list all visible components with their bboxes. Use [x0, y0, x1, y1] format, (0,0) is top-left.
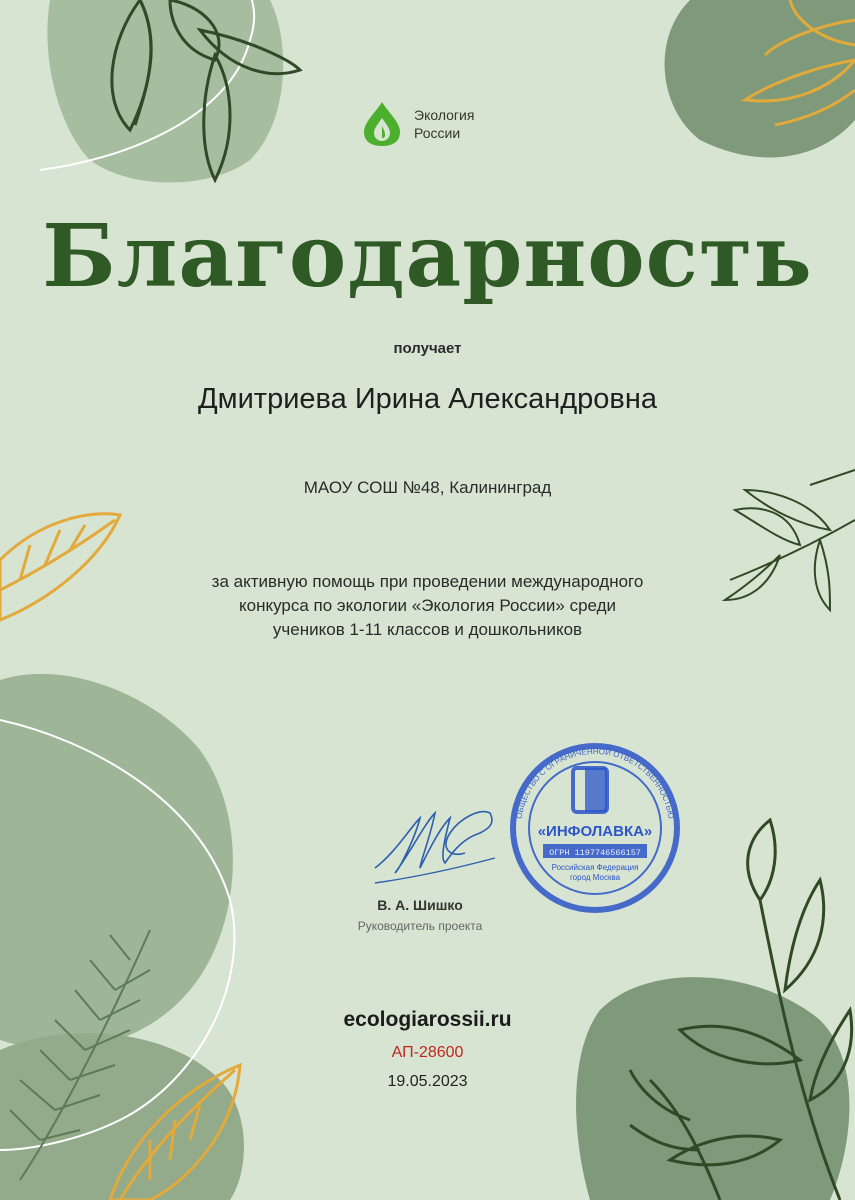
document-code: АП-28600	[391, 1044, 464, 1061]
signer-name: В. А. Шишко	[377, 897, 463, 913]
signer-role: Руководитель проекта	[357, 919, 483, 933]
stamp-company: «ИНФОЛАВКА»	[537, 823, 653, 840]
logo	[358, 100, 518, 146]
description-line: за активную помощь при проведении международного	[211, 572, 644, 591]
signature	[370, 798, 500, 888]
organization: МАОУ СОШ №48, Калининград	[303, 478, 552, 497]
stamp-ogrn: ОГРН 1197746566157	[549, 848, 641, 858]
stamp-ring-text: ОБЩЕСТВО С ОГРАНИЧЕННОЙ ОТВЕТСТВЕННОСТЬЮ	[514, 746, 676, 820]
logo-text	[414, 106, 474, 142]
recipient-name: Дмитриева Ирина Александровна	[198, 383, 657, 415]
top-left-blob	[47, 0, 283, 183]
description-line: учеников 1-11 классов и дошкольников	[272, 620, 583, 639]
description-line: конкурса по экологии «Экология России» среди	[238, 596, 617, 615]
company-stamp	[505, 738, 685, 918]
certificate-title: Благодарность	[42, 206, 813, 307]
logo-line1: Экология	[414, 107, 475, 123]
receives-label: получает	[393, 340, 462, 357]
stamp-country: Российская Федерация	[551, 863, 639, 872]
ecology-drop-icon	[358, 100, 406, 146]
logo-line2: России	[414, 125, 461, 141]
website: ecologiarossii.ru	[343, 1008, 512, 1031]
top-right-blob	[665, 0, 855, 157]
stamp-city: город Москва	[569, 873, 621, 882]
issue-date: 19.05.2023	[387, 1073, 468, 1090]
description	[0, 570, 855, 642]
